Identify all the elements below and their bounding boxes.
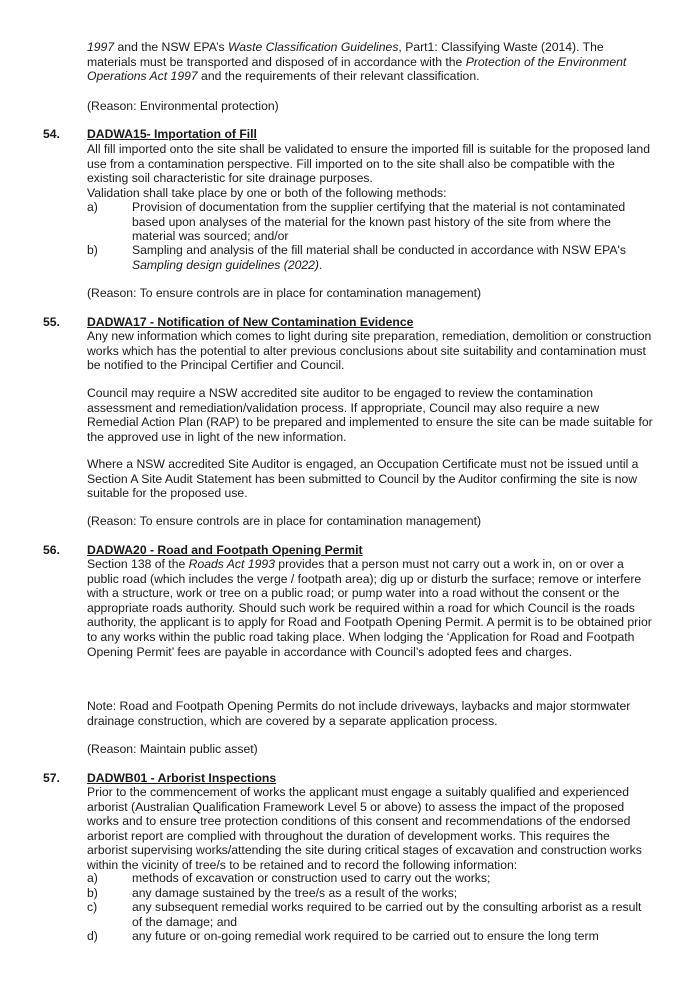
condition-56-text: provides that a person must not carry out a work in, on or over a public road (which includes the verge / footpath area); dig up or disturb the surface; remove or interfere with a structure, work or tree on a public road; or pump water into a road without the consent or the appropriate roads authority. Should such work be required within a road for which Council is the roads authority, the applicant is to apply for Road and Footpath Opening Permit. A permit is to be obtained prior to any works within the public road taking place. When lodging the ‘Application for Road and Footpath Opening Permit’ fees are payable in accordance with Council’s adopted fees and charges.: [87, 557, 652, 659]
condition-56-note: Note: Road and Footpath Opening Permits do not include driveways, laybacks and major stormwater drainage construction, which are covered by a separate application process.: [87, 699, 631, 728]
condition-54-item-b-label: b): [87, 243, 98, 257]
intro-italic-guidelines: Waste Classification Guidelines: [227, 40, 399, 54]
condition-57-paragraph: Prior to the commencement of works the applicant must engage a suitably qualified and experienced arborist (Australian Qualification Framework Level 5 or above) to assess the impact of the proposed works and to ensure tree protection conditions of this consent and recommendations of the endorsed arborist report are complied with throughout the duration of development works. This requires the arborist supervising works/attending the site during critical stages of excavation and construction works within the vicinity of tree/s to be retained and to record the following information:: [87, 785, 642, 872]
condition-54-item-a-label: a): [87, 200, 98, 214]
condition-55-number: 55.: [43, 315, 60, 329]
condition-57-number: 57.: [43, 771, 60, 785]
intro-italic-year: 1997: [87, 40, 115, 54]
condition-54-number: 54.: [43, 127, 60, 141]
condition-54-heading: DADWA15- Importation of Fill: [87, 127, 257, 141]
condition-55-paragraph-2: Council may require a NSW accredited site auditor to be engaged to review the contamination assessment and remediation/validation process. If appropriate, Council may also require a new Remedial Action Plan (RAP) to be prepared and implemented to ensure the site can be made suitable for the approved use in light of the new information.: [87, 386, 653, 444]
condition-54-italic-guidelines: Sampling design guidelines (2022): [132, 257, 319, 272]
condition-54-item-b-text: [132, 243, 653, 272]
condition-57-item-d-text: any future or on-going remedial work required to be carried out to ensure the long term: [132, 929, 599, 943]
condition-55-paragraph-1: Any new information which comes to light during site preparation, remediation, demolition or construction works which has the potential to alter previous conclusions about site suitability and contamination must be notified to the Principal Certifier and Council.: [87, 329, 652, 373]
intro-paragraph: [87, 40, 653, 84]
condition-56-heading: DADWA20 - Road and Footpath Opening Permit: [87, 543, 363, 557]
condition-54-item-a-text: Provision of documentation from the supplier certifying that the material is not contaminated based upon analyses of the material for the known past history of the site from where the material was sourced; and/or: [132, 200, 626, 244]
item-b-text: .: [319, 257, 323, 272]
condition-56-text: Section 138 of the: [87, 557, 189, 571]
intro-text: and the requirements of their relevant classification.: [197, 69, 480, 84]
condition-54-paragraph: All fill imported onto the site shall be validated to ensure the imported fill is suitable for the proposed land use from a contamination perspective. Fill imported on to the site shall also be compatible with the existing soil characteristic for site drainage purposes.: [87, 142, 650, 186]
condition-54-reason: (Reason: To ensure controls are in place for contamination management): [87, 286, 482, 300]
item-b-text: Sampling and analysis of the fill material shall be conducted in accordance with NSW EPA's: [132, 243, 626, 257]
condition-56-number: 56.: [43, 543, 60, 557]
condition-56-reason: (Reason: Maintain public asset): [87, 742, 258, 756]
intro-text: and the NSW EPA’s: [114, 40, 228, 54]
condition-57-item-c-text: any subsequent remedial works required to be carried out by the consulting arborist as a result of the damage; and: [132, 900, 642, 929]
intro-reason: (Reason: Environmental protection): [87, 99, 279, 113]
condition-55-heading: DADWA17 - Notification of New Contamination Evidence: [87, 315, 414, 329]
condition-55-reason: (Reason: To ensure controls are in place for contamination management): [87, 514, 482, 528]
condition-57-item-b-text: any damage sustained by the tree/s as a result of the works;: [132, 886, 458, 900]
condition-56-italic-act: Roads Act 1993: [188, 557, 275, 571]
intro-text: , Part1: Classifying Waste (2014). The materials must be transported and disposed of in accordance with the: [87, 40, 604, 69]
condition-55-paragraph-3: Where a NSW accredited Site Auditor is engaged, an Occupation Certificate must not be issued until a Section A Site Audit Statement has been submitted to Council by the Auditor confirming the site is now suitable for the proposed use.: [87, 457, 639, 501]
condition-57-item-c-label: c): [87, 900, 98, 914]
intro-italic-act: Protection of the Environment Operations Act 1997: [87, 54, 627, 84]
condition-57-item-b-label: b): [87, 886, 98, 900]
condition-57-item-a-label: a): [87, 871, 98, 885]
condition-54-methods-intro: Validation shall take place by one or both of the following methods:: [87, 186, 447, 200]
condition-57-heading: DADWB01 - Arborist Inspections: [87, 771, 277, 785]
condition-57-item-a-text: methods of excavation or construction used to carry out the works;: [132, 871, 491, 885]
condition-56-paragraph: [87, 557, 653, 659]
condition-57-item-d-label: d): [87, 929, 98, 943]
